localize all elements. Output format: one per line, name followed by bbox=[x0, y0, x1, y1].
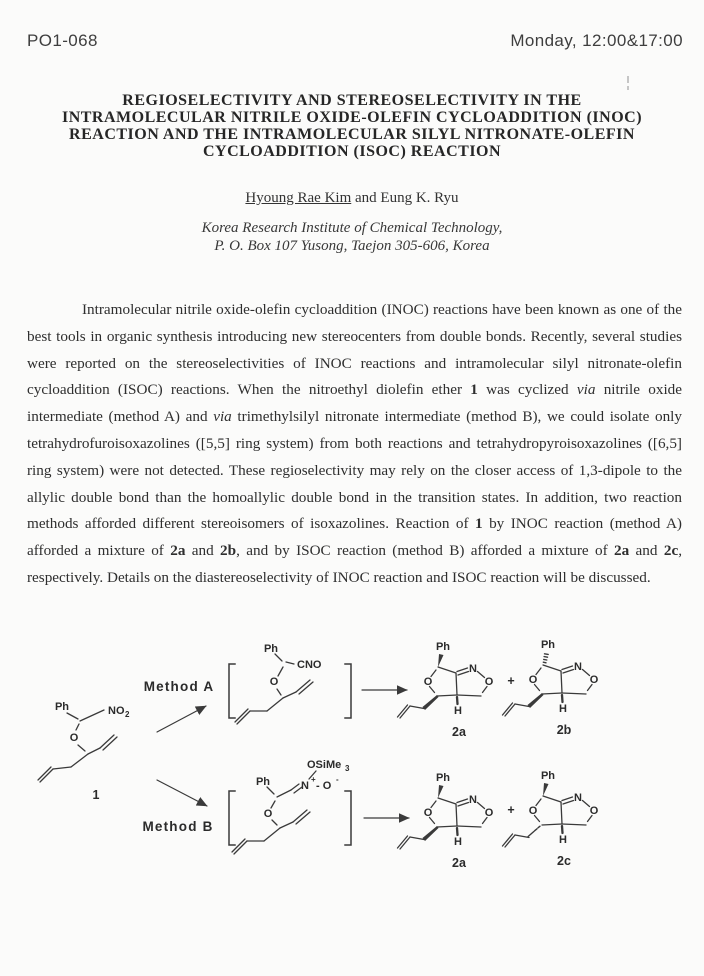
title-line-3: REACTION AND THE INTRAMOLECULAR SILYL NITRONATE-OLEFIN bbox=[69, 126, 635, 143]
reaction-scheme bbox=[0, 622, 704, 922]
product-2a-bottom bbox=[398, 772, 494, 870]
atom-label-o-isox: O bbox=[589, 674, 599, 686]
intermediate-b-structure bbox=[232, 759, 350, 854]
atom-label-o: O bbox=[269, 676, 279, 688]
affiliation-line-2: P. O. Box 107 Yusong, Taejon 305-606, Korea bbox=[214, 237, 490, 254]
bracket-right-b bbox=[345, 791, 351, 845]
atom-label-no2: NO bbox=[108, 705, 125, 717]
atom-label-ph: Ph bbox=[540, 639, 556, 651]
product-label: 2a bbox=[452, 856, 466, 870]
scan-artifact bbox=[627, 86, 629, 90]
method-b-label: Method B bbox=[142, 819, 214, 834]
atom-label-o: O bbox=[263, 808, 273, 820]
atom-label-h: H bbox=[559, 703, 567, 715]
charge-label-minus: - bbox=[336, 775, 339, 784]
atom-label-o-isox: O bbox=[484, 807, 494, 819]
atom-label-ph: Ph bbox=[435, 641, 451, 653]
title-line-4: CYCLOADDITION (ISOC) REACTION bbox=[202, 143, 502, 160]
session-code: PO1-068 bbox=[27, 31, 98, 50]
affiliation bbox=[0, 220, 704, 255]
plus-sign-bottom: + bbox=[507, 803, 515, 817]
compound-1-structure bbox=[38, 701, 130, 802]
bracket-right-a bbox=[345, 664, 351, 718]
title-line-2: INTRAMOLECULAR NITRILE OXIDE-OLEFIN CYCLOADDITION (INOC) bbox=[61, 109, 643, 126]
atom-label-ph: Ph bbox=[54, 701, 70, 713]
atom-label-ph: Ph bbox=[255, 776, 271, 788]
abstract-paragraph: Intramolecular nitrile oxide-olefin cycloaddition (INOC) reactions have been known as one of the best tools in organic synthesis introducing new stereocenters from double bonds. Recently, several studies were reported on the stereoselectivities of INOC reactions and intramolecular silyl nitronate-olefin cycloaddition (ISOC) reactions. When the nitroethyl diolefin ether 1 was cyclized via nitrile oxide intermediate (method A) and via trimethylsilyl nitronate intermediate (method B), we could isolate only tetrahydrofuroisoxazolines ([5,5] ring system) from both reactions and tetrahydropyroisoxazolines ([6,5] ring system) were not detected. These regioselectivity may rely on the closer access of 1,3-dipole to the allylic double bond than the homoallylic double bond in the transition states. In addition, two reaction methods afforded different stereoisomers of isoxazolines. Reaction of 1 by INOC reaction (method A) afforded a mixture of 2a and 2b, and by ISOC reaction (method B) afforded a mixture of 2a and 2c, respectively. Details on the diastereoselectivity of INOC reaction and ISOC reaction will be discussed. bbox=[27, 301, 682, 586]
product-label: 2c bbox=[557, 854, 571, 868]
atom-label-o: O bbox=[69, 732, 79, 744]
atom-label-osime3-sub: 3 bbox=[345, 764, 350, 773]
atom-label-h: H bbox=[454, 705, 462, 717]
atom-label-n: N bbox=[469, 663, 477, 675]
atom-label-cno: CNO bbox=[297, 659, 322, 671]
intermediate-a-structure bbox=[235, 643, 322, 724]
atom-label-no2-sub: 2 bbox=[125, 710, 130, 719]
product-2c bbox=[503, 770, 599, 868]
atom-label-osime3: OSiMe bbox=[307, 759, 342, 771]
atom-label-n: N bbox=[469, 794, 477, 806]
reaction-arrow-method-b bbox=[157, 780, 207, 806]
scan-artifact bbox=[627, 76, 629, 83]
charge-label-plus: + bbox=[311, 775, 316, 784]
bracket-left-a bbox=[229, 664, 235, 718]
bracket-left-b bbox=[229, 791, 235, 845]
atom-label-ph: Ph bbox=[435, 772, 451, 784]
plus-sign-top: + bbox=[507, 674, 515, 688]
atom-label-o-minus: - O bbox=[316, 780, 332, 792]
atom-label-o-furan: O bbox=[423, 807, 433, 819]
atom-label-o-furan: O bbox=[528, 674, 538, 686]
author-name-underlined: Hyoung Rae Kim bbox=[245, 190, 352, 206]
author-rest: and Eung K. Ryu bbox=[351, 190, 459, 206]
page-header bbox=[27, 31, 683, 51]
atom-label-o-isox: O bbox=[589, 805, 599, 817]
atom-label-n: N bbox=[301, 780, 309, 792]
atom-label-o-isox: O bbox=[484, 676, 494, 688]
atom-label-o-furan: O bbox=[423, 676, 433, 688]
atom-label-n: N bbox=[574, 661, 582, 673]
title-line-1: REGIOSELECTIVITY AND STEREOSELECTIVITY IN THE bbox=[122, 92, 582, 109]
schedule-text: Monday, 12:00&17:00 bbox=[510, 31, 683, 50]
reaction-arrow-method-a bbox=[157, 706, 206, 732]
atom-label-h: H bbox=[454, 836, 462, 848]
atom-label-ph: Ph bbox=[540, 770, 556, 782]
atom-label-h: H bbox=[559, 834, 567, 846]
atom-label-o-furan: O bbox=[528, 805, 538, 817]
method-a-label: Method A bbox=[143, 679, 215, 694]
atom-label-n: N bbox=[574, 792, 582, 804]
product-2b bbox=[503, 639, 599, 737]
authors-line bbox=[0, 190, 704, 207]
product-2a-top bbox=[398, 641, 494, 739]
affiliation-line-1: Korea Research Institute of Chemical Technology, bbox=[201, 220, 503, 236]
product-label: 2a bbox=[452, 725, 466, 739]
product-label: 2b bbox=[556, 723, 572, 737]
paper-title bbox=[20, 92, 684, 160]
atom-label-ph: Ph bbox=[263, 643, 279, 655]
compound-number-1: 1 bbox=[92, 788, 100, 802]
